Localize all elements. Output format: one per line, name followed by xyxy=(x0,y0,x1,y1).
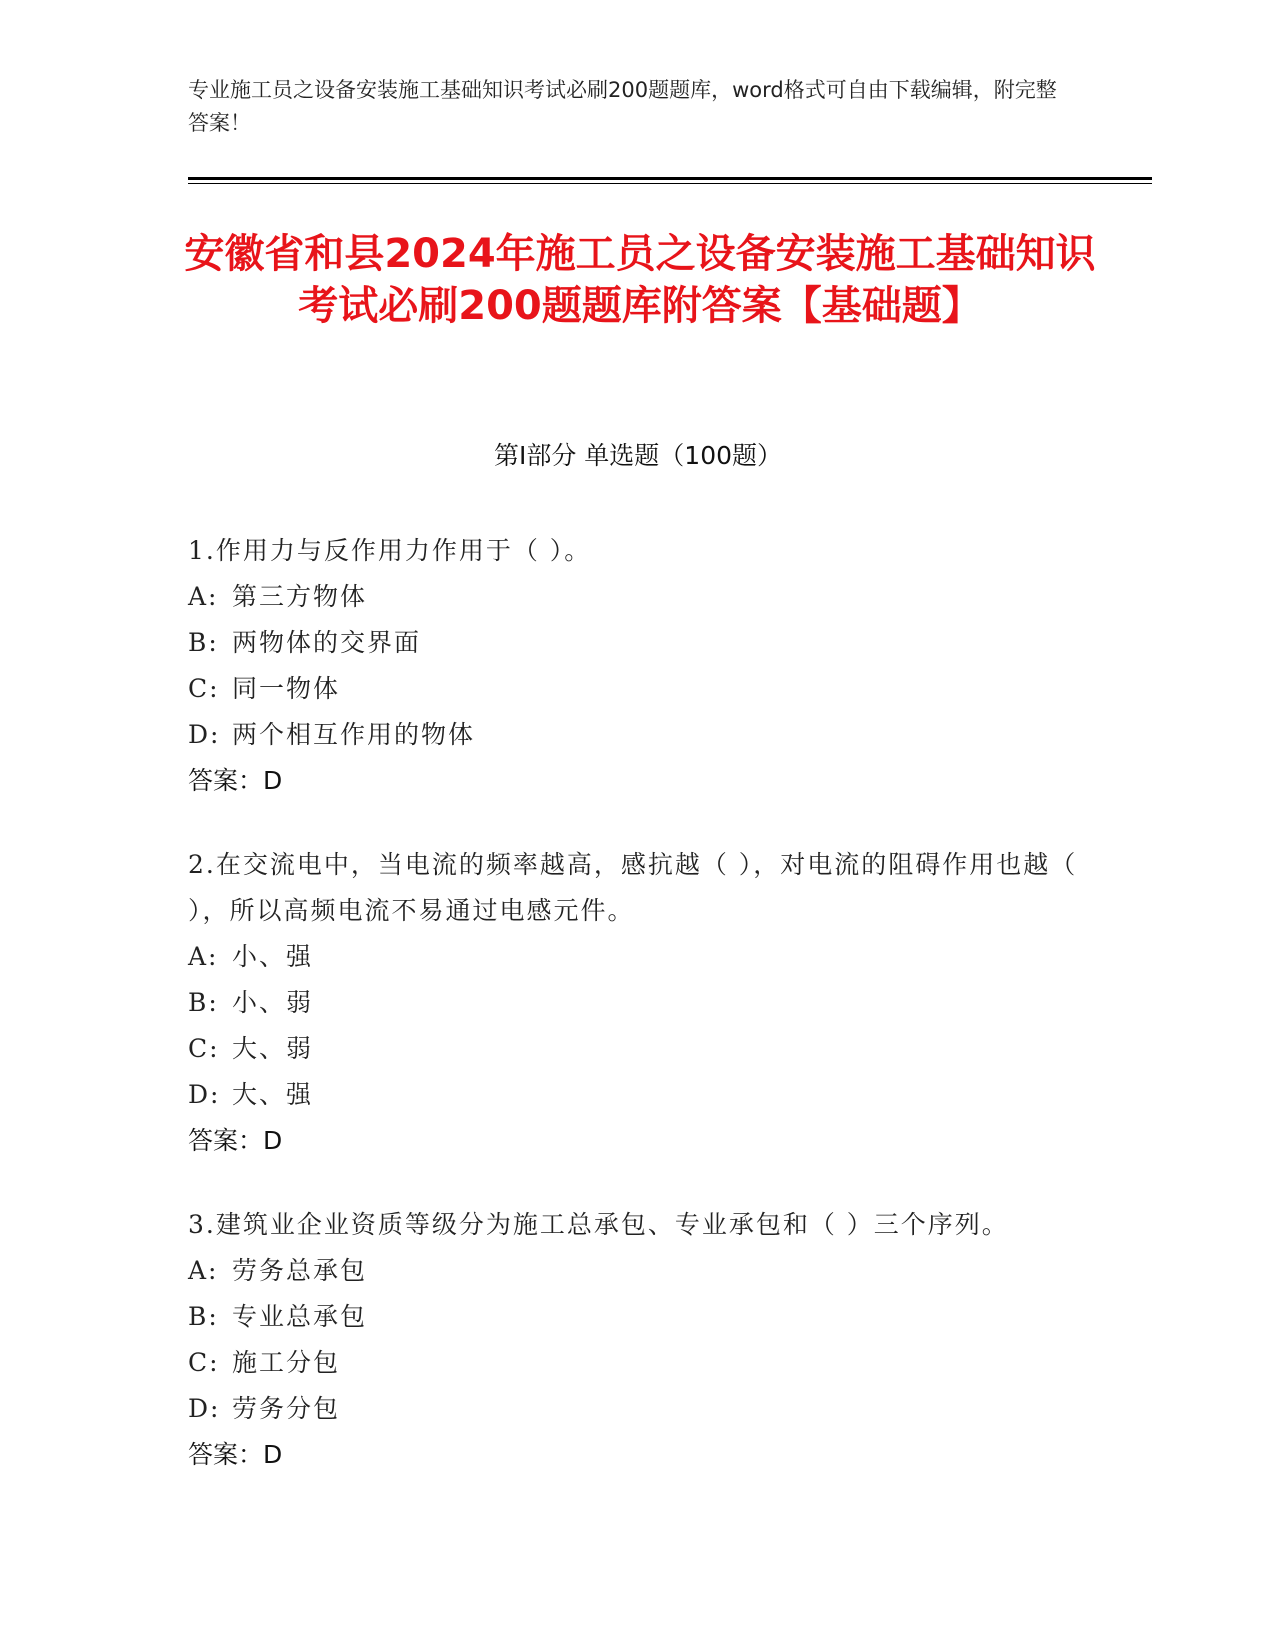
question-3 xyxy=(188,1202,1088,1478)
option-text: 劳务总承包 xyxy=(232,1256,368,1285)
option-letter: A: xyxy=(188,942,219,971)
question-1 xyxy=(188,528,1088,804)
option-letter: D: xyxy=(188,720,221,749)
header-note: 专业施工员之设备安装施工基础知识考试必刷200题题库，word格式可自由下载编辑，附完整答案！ xyxy=(188,78,1057,135)
answer-line: 答案：D xyxy=(188,1440,283,1469)
option-letter: A: xyxy=(188,1256,219,1285)
option-d xyxy=(188,1072,1088,1118)
question-list xyxy=(188,528,1088,1516)
option-letter: B: xyxy=(188,1302,219,1331)
option-letter: B: xyxy=(188,628,219,657)
question-stem: 1.作用力与反作用力作用于（ ）。 xyxy=(188,536,592,565)
option-text: 小、强 xyxy=(232,942,314,971)
option-letter: C: xyxy=(188,1348,220,1377)
option-d xyxy=(188,712,1088,758)
option-a xyxy=(188,934,1088,980)
option-d xyxy=(188,1386,1088,1432)
option-letter: C: xyxy=(188,674,220,703)
option-text: 小、弱 xyxy=(232,988,314,1017)
question-stem: 3.建筑业企业资质等级分为施工总承包、专业承包和（ ）三个序列。 xyxy=(188,1210,1009,1239)
option-b xyxy=(188,620,1088,666)
option-text: 专业总承包 xyxy=(232,1302,368,1331)
answer-line: 答案：D xyxy=(188,766,283,795)
option-b xyxy=(188,980,1088,1026)
option-letter: D: xyxy=(188,1394,221,1423)
option-letter: B: xyxy=(188,988,219,1017)
option-letter: A: xyxy=(188,582,219,611)
option-a xyxy=(188,1248,1088,1294)
option-text: 施工分包 xyxy=(232,1348,341,1377)
question-stem: 2.在交流电中，当电流的频率越高，感抗越（ ），对电流的阻碍作用也越（ ），所以高频电流不易通过电感元件。 xyxy=(188,850,1078,925)
option-c xyxy=(188,1340,1088,1386)
option-text: 两个相互作用的物体 xyxy=(232,720,476,749)
option-text: 第三方物体 xyxy=(232,582,368,611)
answer-line: 答案：D xyxy=(188,1126,283,1155)
header-divider-thin xyxy=(188,183,1152,184)
header-divider-thick xyxy=(188,177,1152,180)
option-text: 大、弱 xyxy=(232,1034,314,1063)
option-letter: C: xyxy=(188,1034,220,1063)
option-text: 劳务分包 xyxy=(232,1394,341,1423)
question-2 xyxy=(188,842,1088,1164)
document-title: 安徽省和县2024年施工员之设备安装施工基础知识考试必刷200题题库附答案【基础题】 xyxy=(184,231,1096,329)
section-heading: 第Ⅰ部分 单选题（100题） xyxy=(493,441,783,470)
option-b xyxy=(188,1294,1088,1340)
option-text: 大、强 xyxy=(232,1080,314,1109)
option-text: 同一物体 xyxy=(232,674,341,703)
option-text: 两物体的交界面 xyxy=(232,628,422,657)
option-c xyxy=(188,1026,1088,1072)
option-letter: D: xyxy=(188,1080,221,1109)
option-a xyxy=(188,574,1088,620)
option-c xyxy=(188,666,1088,712)
